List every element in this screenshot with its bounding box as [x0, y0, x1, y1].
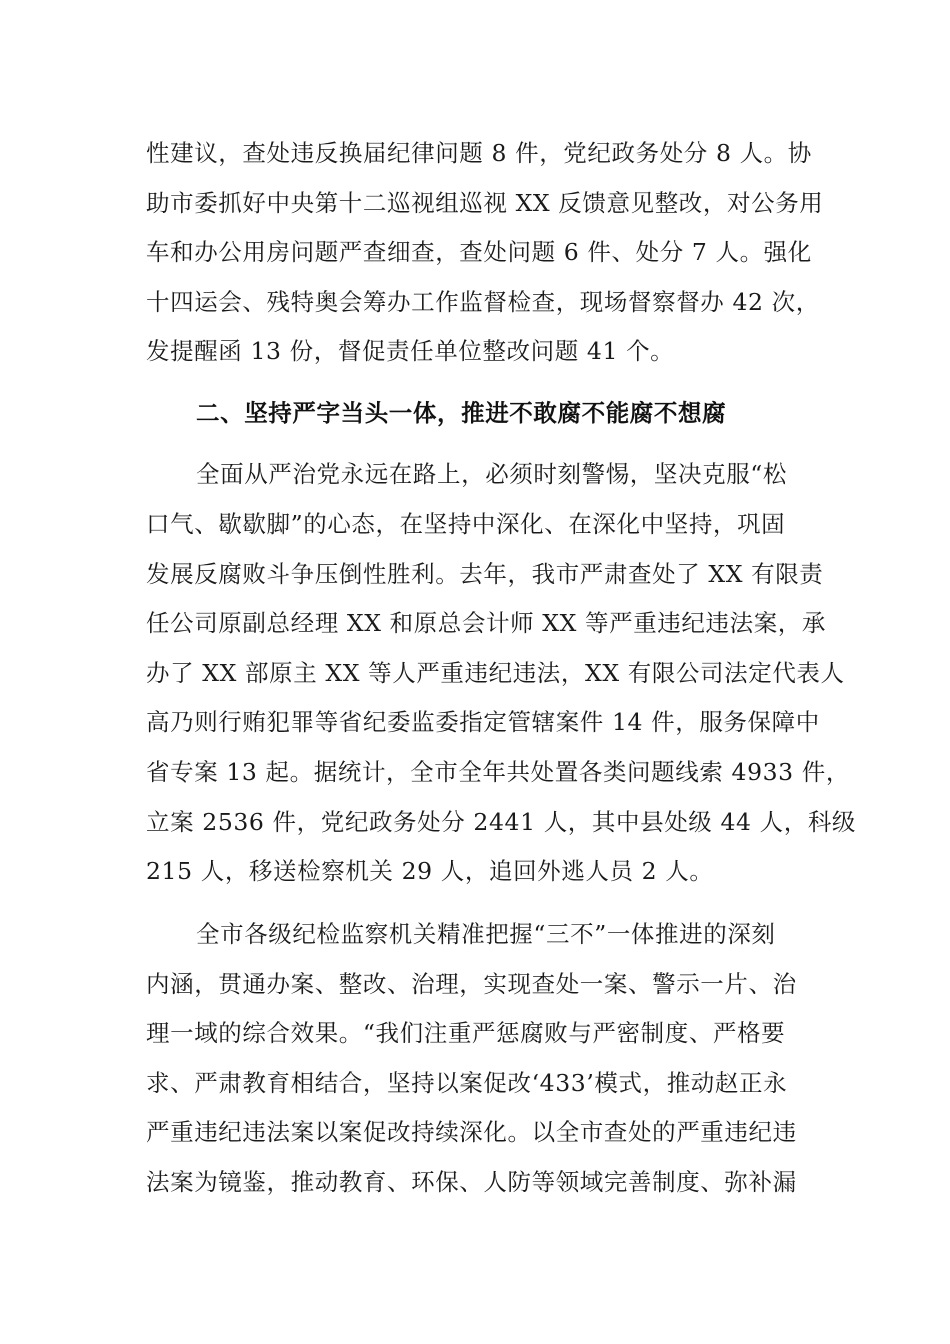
paragraph-1-line-2: 助市委抓好中央第十二巡视组巡视 XX 反馈意见整改，对公务用	[146, 189, 824, 217]
paragraph-1-line-1: 性建议，查处违反换届纪律问题 8 件，党纪政务处分 8 人。协	[146, 139, 812, 167]
paragraph-2-line-1: 全面从严治党永远在路上，必须时刻警惕，坚决克服“松	[196, 460, 788, 488]
paragraph-2-line-9: 215 人，移送检察机关 29 人，追回外逃人员 2 人。	[146, 857, 714, 885]
paragraph-3-line-5: 严重违纪违法案以案促改持续深化。以全市查处的严重违纪违	[146, 1118, 797, 1146]
paragraph-2-line-4: 任公司原副总经理 XX 和原总会计师 XX 等严重违纪违法案，承	[146, 609, 826, 637]
paragraph-2-line-3: 发展反腐败斗争压倒性胜利。去年，我市严肃查处了 XX 有限责	[146, 560, 824, 588]
paragraph-2-line-2: 口气、歇歇脚”的心态，在坚持中深化、在深化中坚持，巩固	[146, 510, 786, 538]
paragraph-3-line-6: 法案为镜鉴，推动教育、环保、人防等领域完善制度、弥补漏	[146, 1168, 797, 1196]
paragraph-3-line-1: 全市各级纪检监察机关精准把握“三不”一体推进的深刻	[196, 920, 776, 948]
paragraph-3-line-4: 求、严肃教育相结合，坚持以案促改‘433’模式，推动赵正永	[146, 1069, 788, 1097]
paragraph-2-line-8: 立案 2536 件，党纪政务处分 2441 人，其中县处级 44 人，科级	[146, 808, 857, 836]
paragraph-3-line-3: 理一域的综合效果。“我们注重严惩腐败与严密制度、严格要	[146, 1019, 786, 1047]
paragraph-2-line-7: 省专案 13 起。据统计，全市全年共处置各类问题线索 4933 件，	[146, 758, 850, 786]
paragraph-1-line-5: 发提醒函 13 份，督促责任单位整改问题 41 个。	[146, 337, 675, 365]
section-heading: 二、坚持严字当头一体，推进不敢腐不能腐不想腐	[196, 399, 727, 427]
paragraph-2-line-6: 高乃则行贿犯罪等省纪委监委指定管辖案件 14 件，服务保障中	[146, 708, 820, 736]
paragraph-1-line-3: 车和办公用房问题严查细查，查处问题 6 件、处分 7 人。强化	[146, 238, 812, 266]
paragraph-2-line-5: 办了 XX 部原主 XX 等人严重违纪违法，XX 有限公司法定代表人	[146, 659, 845, 687]
paragraph-3-line-2: 内涵，贯通办案、整改、治理，实现查处一案、警示一片、治	[146, 970, 797, 998]
paragraph-1-line-4: 十四运会、残特奥会筹办工作监督检查，现场督察督办 42 次，	[146, 288, 820, 316]
